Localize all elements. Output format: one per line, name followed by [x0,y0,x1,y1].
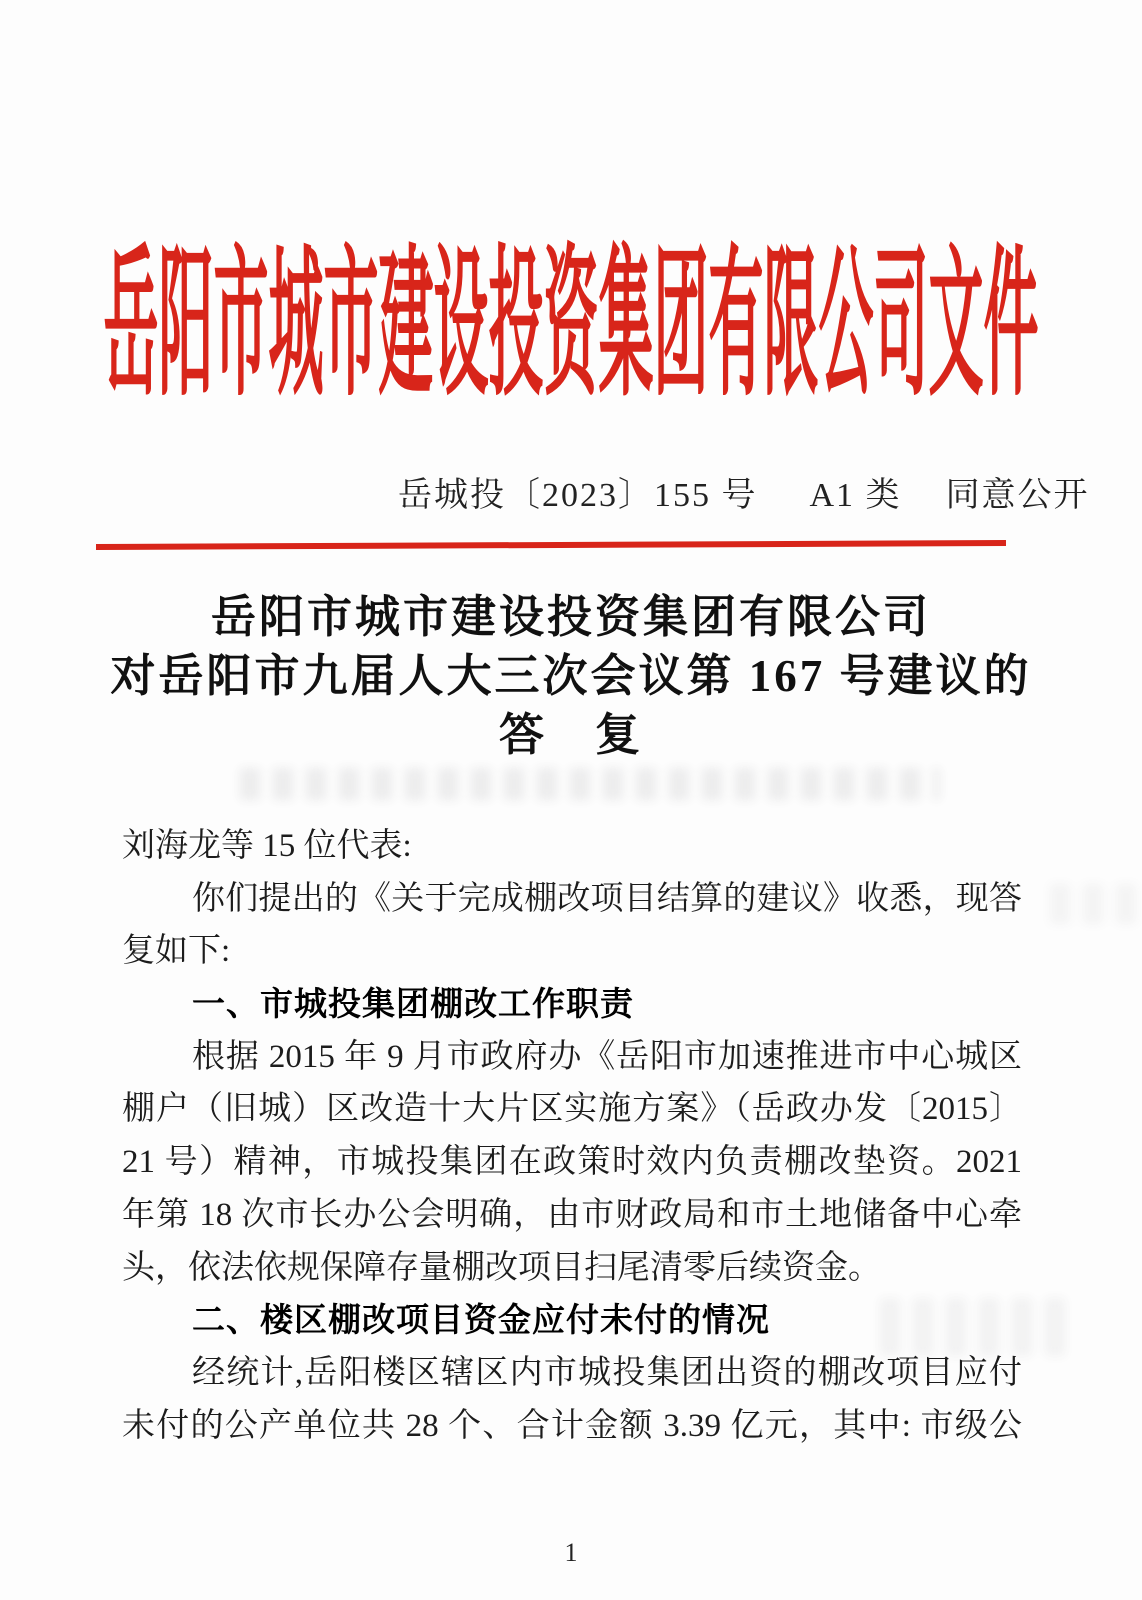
body-line: 未付的公产单位共 28 个、合计金额 3.39 亿元，其中: 市级公 [122,1407,1022,1444]
publicity-label: 同意公开 [945,477,1090,514]
title-line-2: 对岳阳市九届人大三次会议第 167 号建议的 [110,651,1032,701]
classification-label: A1 类 [809,477,902,514]
document-number: 岳城投〔2023〕155 号 [398,477,758,514]
bleed-through-smudge [240,768,940,800]
section-heading: 二、楼区棚改项目资金应付未付的情况 [192,1301,770,1339]
body-line: 棚户（旧城）区改造十大片区实施方案》（岳政办发〔2015〕 [122,1091,1022,1128]
letterhead-banner [0,225,1142,415]
document-number-line [398,467,1090,516]
body-line: 年第 18 次市长办公会明确，由市财政局和市土地储备中心牵 [122,1196,1022,1233]
section-heading: 一、市城投集团棚改工作职责 [192,985,634,1023]
body-line: 你们提出的《关于完成棚改项目结算的建议》收悉，现答 [192,880,1022,917]
letterhead-text: 岳阳市城市建设投资集团有限公司文件 [103,234,1039,415]
title-line-3: 答 复 [498,710,643,760]
body-line: 刘海龙等 15 位代表: [122,828,412,864]
title-line-1: 岳阳市城市建设投资集团有限公司 [210,592,931,642]
body-line: 复如下: [122,933,231,970]
body-line: 头，依法依规保障存量棚改项目扫尾清零后续资金。 [122,1249,881,1286]
body-line: 根据 2015 年 9 月市政府办《岳阳市加速推进市中心城区 [192,1038,1022,1075]
body-line: 经统计,岳阳楼区辖区内市城投集团出资的棚改项目应付 [192,1354,1022,1391]
body-lines [122,820,1022,1452]
bleed-through-smudge [1050,884,1138,924]
document-title [0,588,1142,765]
page-number: 1 [564,1538,578,1567]
body-line: 21 号）精神，市城投集团在政策时效内负责棚改垫资。2021 [122,1144,1022,1181]
red-separator-rule [96,540,1006,550]
